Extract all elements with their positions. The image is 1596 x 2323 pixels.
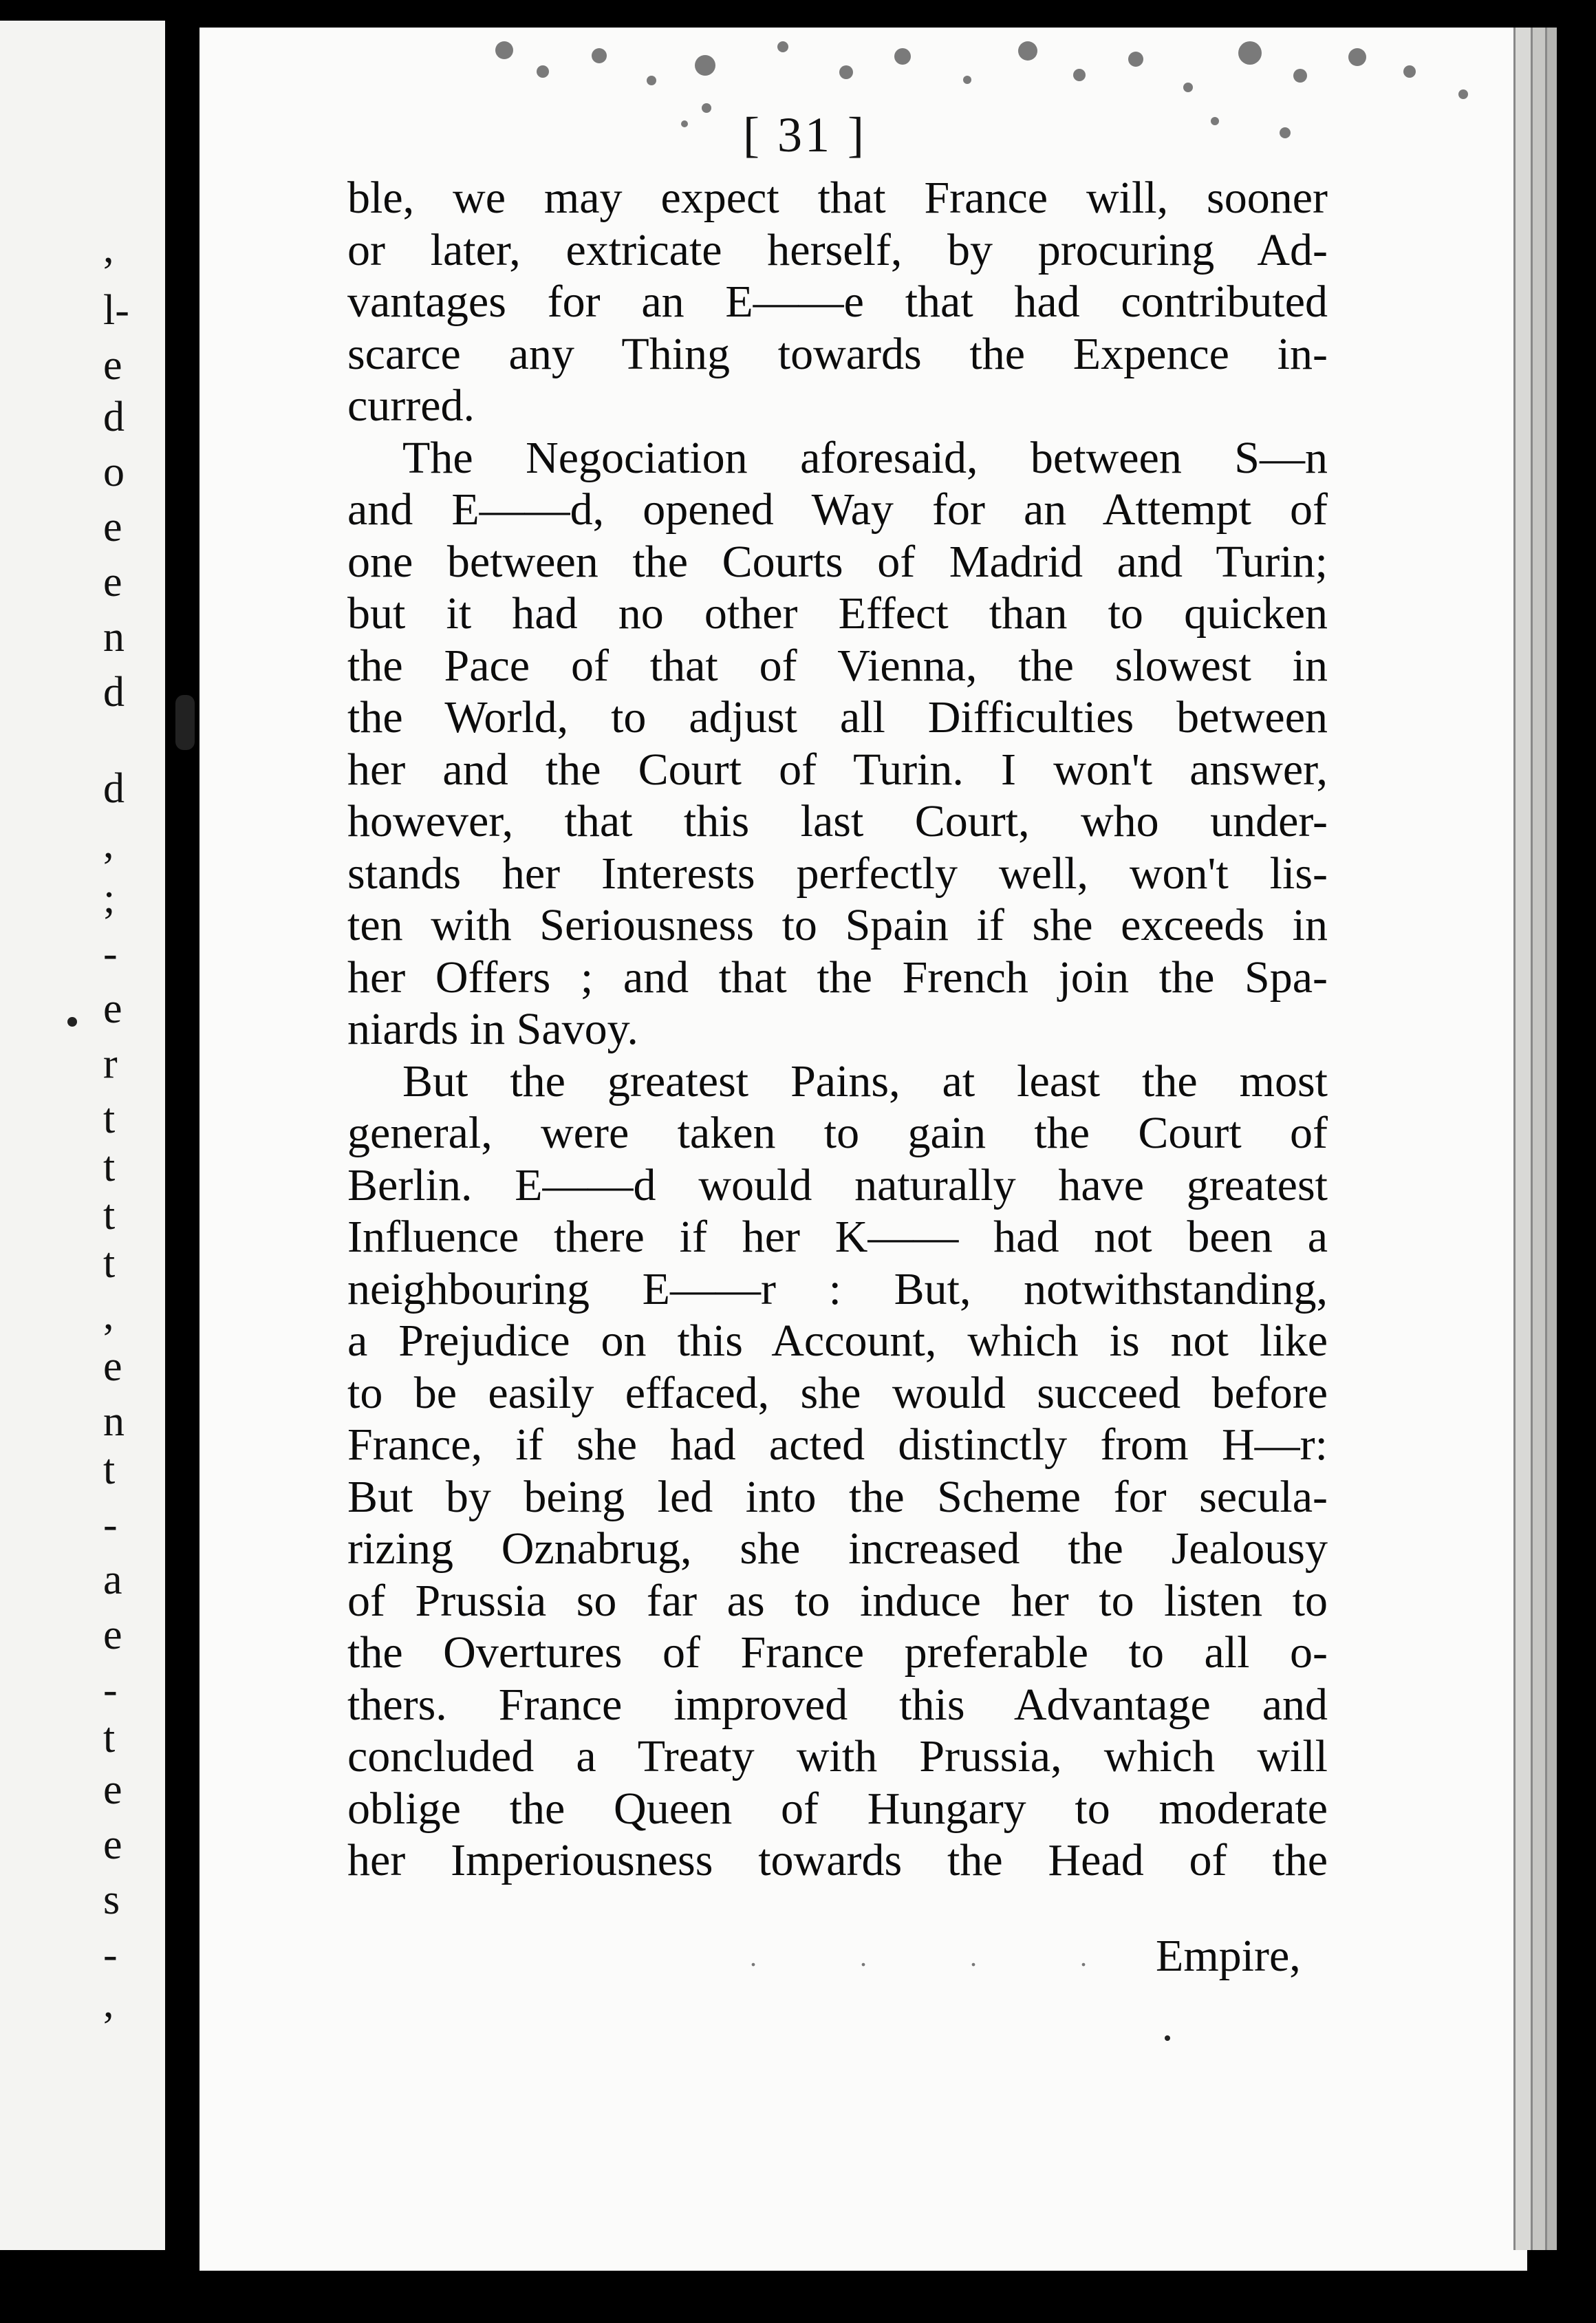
text-line: But the greatest Pains, at least the most — [402, 1056, 1328, 1106]
facing-page-fragment — [0, 21, 165, 2250]
facing-page-char: e — [103, 1612, 122, 1658]
foxing-speck — [1348, 48, 1366, 66]
facing-page-char: - — [103, 930, 118, 977]
text-line: however, that this last Court, who under- — [347, 796, 1328, 846]
foxing-speck — [1458, 89, 1468, 99]
facing-page-char: , — [103, 820, 114, 867]
facing-page-char: d — [103, 765, 125, 812]
text-line: ten with Seriousness to Spain if she exceeds in — [347, 900, 1328, 950]
foxing-speck — [681, 120, 688, 127]
page-edge — [1513, 28, 1531, 2250]
facing-page-char: , — [103, 225, 114, 272]
text-line: rizing Oznabrug, she increased the Jealousy — [347, 1523, 1328, 1574]
foxing-speck — [1073, 69, 1086, 81]
binding-mark — [175, 695, 195, 750]
foxing-speck — [839, 65, 853, 79]
facing-page-char: e — [103, 504, 122, 550]
foxing-speck — [1211, 117, 1219, 125]
text-line: the World, to adjust all Difficulties between — [347, 692, 1328, 742]
text-line: the Overtures of France preferable to all o- — [347, 1627, 1328, 1678]
foxing-speck — [495, 41, 513, 59]
text-line: scarce any Thing towards the Expence in- — [347, 328, 1328, 379]
foxing-speck — [1018, 41, 1037, 61]
text-line: one between the Courts of Madrid and Turin; — [347, 536, 1328, 587]
facing-page-char: e — [103, 985, 122, 1032]
text-line: her Imperiousness towards the Head of the — [347, 1835, 1328, 1885]
text-line: But by being led into the Scheme for secula- — [347, 1471, 1328, 1522]
text-line: or later, extricate herself, by procuring Ad- — [347, 224, 1328, 275]
text-line: ble, we may expect that France will, sooner — [347, 173, 1328, 223]
text-line: her Offers ; and that the French join the Spa- — [347, 952, 1328, 1003]
text-line: curred. — [347, 381, 475, 431]
facing-page-char: t — [103, 1240, 116, 1287]
facing-page-char: t — [103, 1095, 116, 1142]
facing-page-char: - — [103, 1501, 118, 1548]
facing-page-char: t — [103, 1446, 116, 1493]
foxing-speck — [647, 76, 656, 85]
catchword: Empire, — [1156, 1931, 1301, 1981]
facing-page-char: n — [103, 614, 125, 661]
text-line: and E——d, opened Way for an Attempt of — [347, 484, 1328, 535]
facing-page-char: d — [103, 394, 125, 440]
text-line: vantages for an E——e that had contributed — [347, 277, 1328, 327]
foxing-speck — [702, 103, 711, 113]
page-edge — [1531, 28, 1545, 2250]
text-line: Influence there if her K—— had not been a — [347, 1212, 1328, 1262]
text-line: The Negociation aforesaid, between S—n — [402, 432, 1328, 483]
body-text — [347, 172, 1328, 1887]
page-number: [ 31 ] — [743, 107, 867, 162]
facing-page-char: - — [103, 1931, 118, 1978]
text-line: oblige the Queen of Hungary to moderate — [347, 1783, 1328, 1834]
ink-speck — [1165, 2035, 1170, 2041]
facing-page-char: ; — [103, 875, 116, 922]
foxing-speck — [1280, 127, 1291, 138]
text-line: of Prussia so far as to induce her to listen to — [347, 1575, 1328, 1626]
facing-page-char: d — [103, 669, 125, 716]
foxing-speck — [894, 48, 911, 65]
bleed-through-marks: . . . . — [750, 1941, 1135, 1972]
facing-page-char: - — [103, 1667, 118, 1713]
text-line: Berlin. E——d would naturally have greatest — [347, 1159, 1328, 1210]
facing-page-char: l- — [103, 287, 129, 334]
foxing-speck — [1403, 65, 1416, 78]
facing-page-char: e — [103, 1821, 122, 1868]
text-line: but it had no other Effect than to quicken — [347, 588, 1328, 639]
facing-page-char: , — [103, 1292, 114, 1338]
text-line: stands her Interests perfectly well, won't lis- — [347, 848, 1328, 899]
foxing-speck — [1293, 69, 1307, 83]
page-edge — [1545, 28, 1557, 2250]
facing-page-char: e — [103, 342, 122, 389]
foxing-speck — [963, 76, 971, 84]
facing-page-char: , — [103, 1980, 114, 2026]
facing-page-char: r — [103, 1040, 118, 1087]
text-line: the Pace of that of Vienna, the slowest in — [347, 640, 1328, 691]
text-line: concluded a Treaty with Prussia, which will — [347, 1731, 1328, 1781]
foxing-speck — [1238, 41, 1262, 65]
text-line: general, were taken to gain the Court of — [347, 1108, 1328, 1158]
text-line: thers. France improved this Advantage and — [347, 1679, 1328, 1730]
facing-page-char: e — [103, 559, 122, 606]
foxing-speck — [777, 41, 788, 52]
facing-page-char: e — [103, 1766, 122, 1813]
facing-page-char: e — [103, 1343, 122, 1390]
text-line: a Prejudice on this Account, which is not like — [347, 1316, 1328, 1366]
ink-speck — [67, 1017, 77, 1027]
foxing-speck — [537, 65, 549, 78]
facing-page-char: a — [103, 1556, 122, 1603]
facing-page-char: n — [103, 1398, 125, 1445]
foxing-speck — [592, 48, 607, 63]
text-line: niards in Savoy. — [347, 1004, 638, 1054]
facing-page-char: t — [103, 1144, 116, 1190]
facing-page-char: o — [103, 449, 125, 495]
text-line: neighbouring E——r : But, notwithstanding, — [347, 1263, 1328, 1314]
foxing-speck — [1183, 83, 1193, 92]
facing-page-char: t — [103, 1192, 116, 1239]
facing-page-char: t — [103, 1715, 116, 1762]
text-line: France, if she had acted distinctly from H—r: — [347, 1420, 1328, 1470]
foxing-speck — [695, 55, 715, 76]
foxing-speck — [1128, 52, 1143, 67]
facing-page-char: s — [103, 1876, 120, 1923]
text-line: her and the Court of Turin. I won't answer, — [347, 744, 1328, 795]
text-line: to be easily effaced, she would succeed before — [347, 1367, 1328, 1418]
